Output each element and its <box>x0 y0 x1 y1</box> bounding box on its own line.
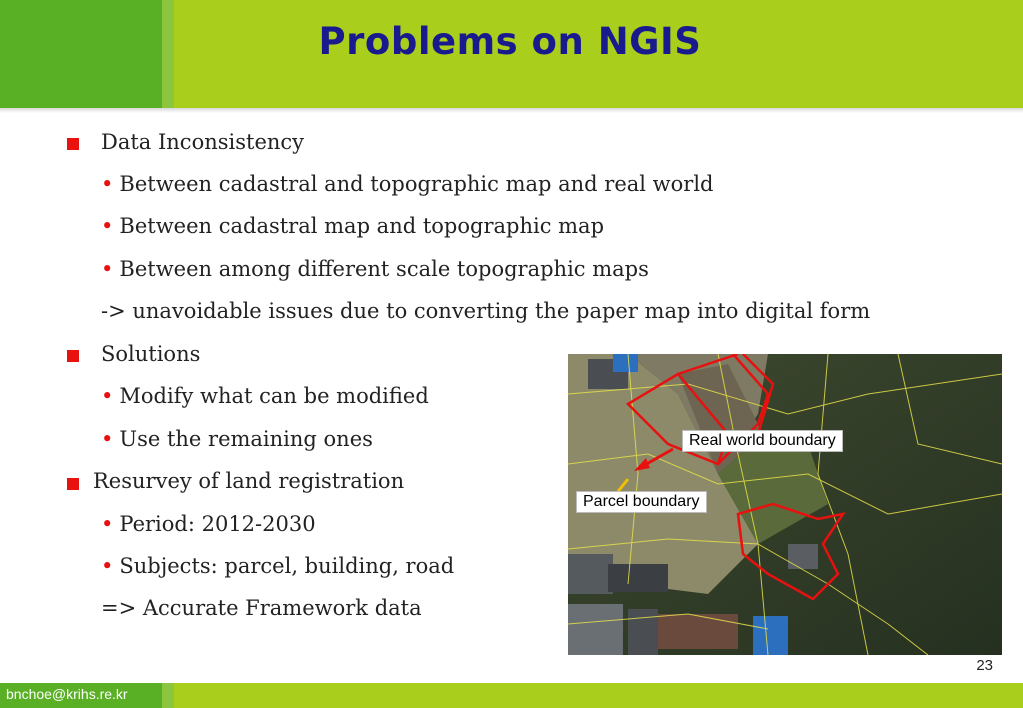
sub-bullet <box>101 427 373 451</box>
footer-accent-strip <box>162 683 174 708</box>
bullet-dot-icon: • <box>101 257 114 281</box>
bullet-dot-icon: • <box>101 427 114 451</box>
page-number: 23 <box>976 657 993 674</box>
bullet-dot-icon: • <box>101 172 114 196</box>
bullet-solutions: Solutions <box>101 342 201 366</box>
bullet-dot-icon: • <box>101 512 114 536</box>
parcel-boundary-label: Parcel boundary <box>576 491 707 513</box>
sub-bullet <box>101 512 316 536</box>
bullet-dot-icon: • <box>101 384 114 408</box>
bullet-dot-icon: • <box>101 554 114 578</box>
sub-bullet <box>101 172 714 196</box>
sub-bullet <box>101 384 429 408</box>
real-world-boundary-label: Real world boundary <box>682 430 843 452</box>
sub-bullet-text: Period: 2012-2030 <box>119 512 316 536</box>
sub-bullet <box>101 257 649 281</box>
conclusion-line: => Accurate Framework data <box>101 596 422 620</box>
sub-bullet-text: Modify what can be modified <box>119 384 429 408</box>
footer-email: bnchoe@krihs.re.kr <box>6 686 128 702</box>
header-accent-strip <box>162 0 174 108</box>
sub-bullet-text: Subjects: parcel, building, road <box>119 554 455 578</box>
bullet-square-icon <box>67 350 79 362</box>
bullet-square-icon <box>67 138 79 150</box>
sub-bullet-text: Use the remaining ones <box>119 427 373 451</box>
slide-title: Problems on NGIS <box>318 20 702 63</box>
sub-bullet-text: Between among different scale topographic maps <box>119 257 649 281</box>
sub-bullet <box>101 214 604 238</box>
sub-bullet-text: Between cadastral map and topographic map <box>119 214 605 238</box>
sub-bullet <box>101 554 454 578</box>
conclusion-line: -> unavoidable issues due to converting the paper map into digital form <box>101 299 871 323</box>
bullet-dot-icon: • <box>101 214 114 238</box>
bullet-data-inconsistency: Data Inconsistency <box>101 130 305 154</box>
header-left-block <box>0 0 162 108</box>
aerial-photo <box>568 354 1002 655</box>
bullet-square-icon <box>67 478 79 490</box>
header-shadow <box>0 108 1023 113</box>
sub-bullet-text: Between cadastral and topographic map and real world <box>119 172 714 196</box>
bullet-resurvey: Resurvey of land registration <box>93 469 405 493</box>
